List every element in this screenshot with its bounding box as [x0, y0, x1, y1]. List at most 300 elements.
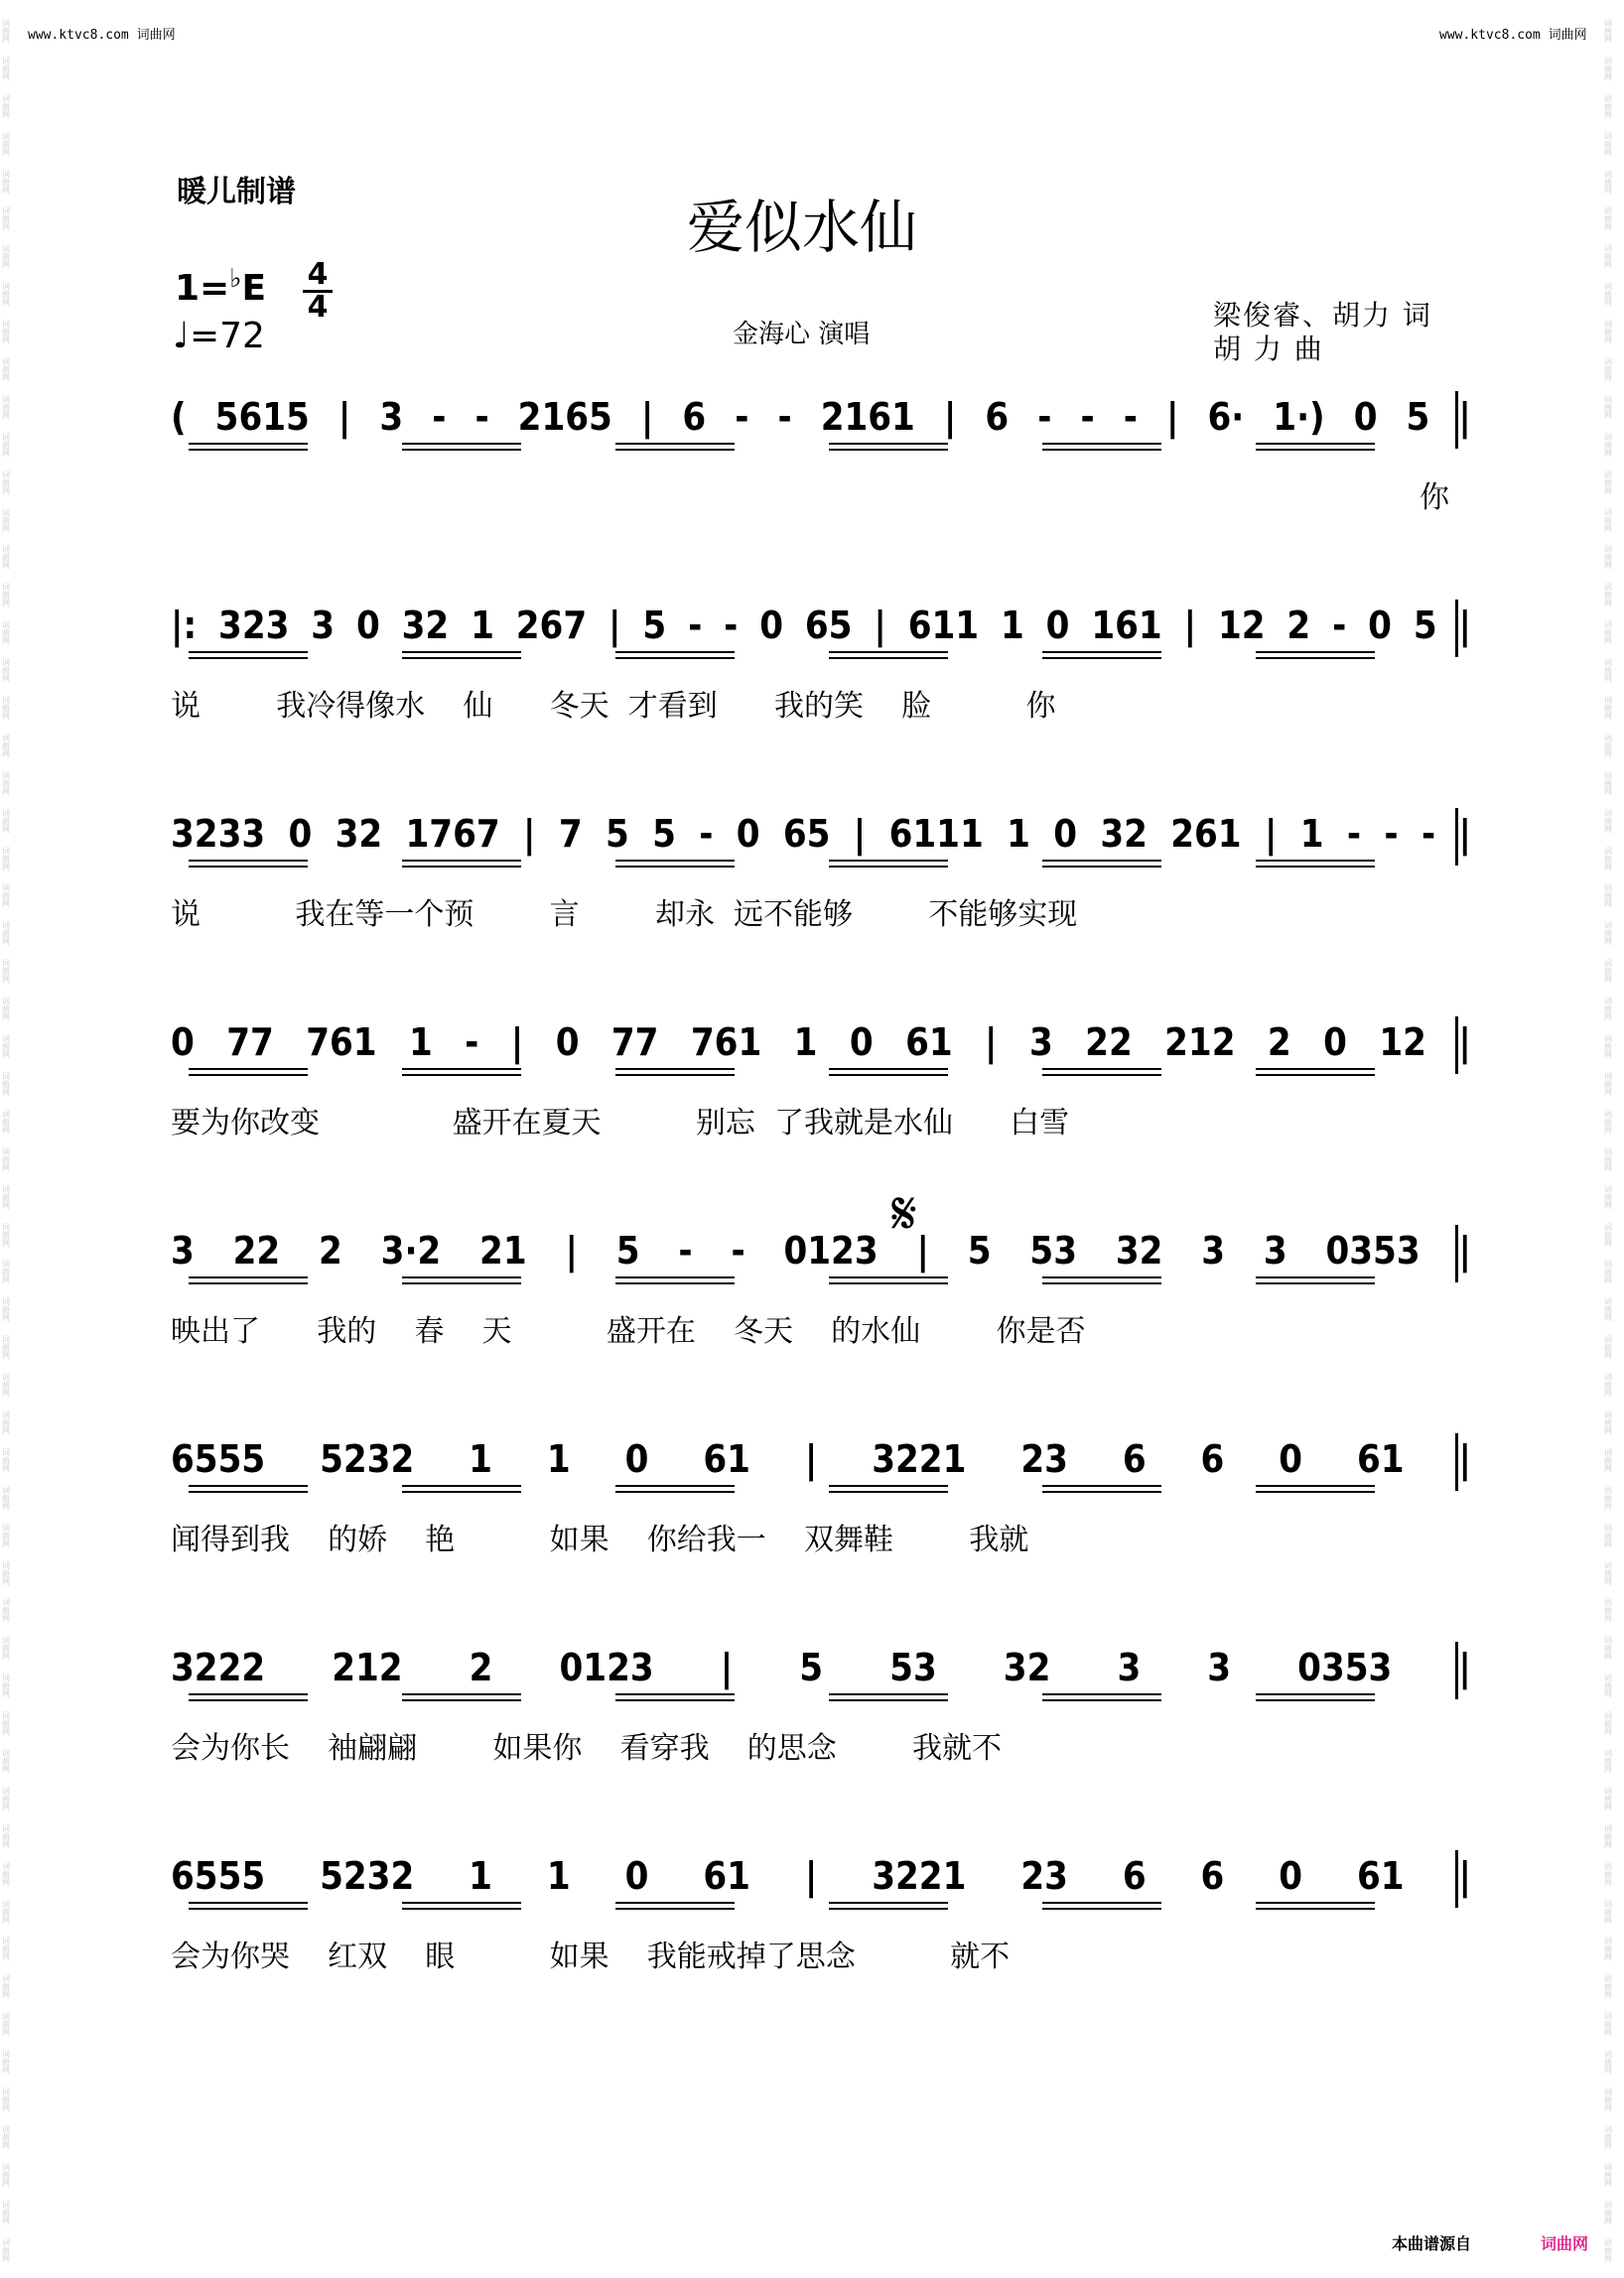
- note-token: |: [853, 812, 867, 856]
- note-token: 5615: [214, 395, 310, 439]
- note-token: -: [432, 395, 447, 439]
- beam-line: [189, 1699, 308, 1701]
- key-signature: 1=♭E: [175, 264, 267, 309]
- note-token: |: [1458, 1020, 1471, 1064]
- side-watermark-glyph: 词曲网: [2, 131, 10, 157]
- note-token: 3221: [872, 1854, 967, 1898]
- note-token: |: [1458, 1646, 1471, 1689]
- side-watermark-glyph: 词曲网: [2, 846, 10, 871]
- beam-line: [1042, 651, 1161, 653]
- note-token: 3233: [171, 812, 266, 856]
- side-watermark-glyph: 词曲网: [2, 206, 10, 232]
- side-watermark-glyph: 词曲网: [2, 1786, 10, 1811]
- beam-line: [829, 1074, 948, 1076]
- beam-line: [1042, 1693, 1161, 1695]
- note-token: -: [1123, 395, 1138, 439]
- side-watermark-glyph: 词曲网: [1604, 432, 1612, 458]
- side-watermark-glyph: 词曲网: [2, 169, 10, 195]
- beam-line: [1042, 1282, 1161, 1284]
- jianpu-notes: [171, 1229, 1471, 1273]
- side-watermark-glyph: 词曲网: [2, 2200, 10, 2225]
- note-token: 2165: [517, 395, 612, 439]
- lyric-line: [171, 1723, 1471, 1766]
- side-watermark-glyph: 词曲网: [1604, 1447, 1612, 1473]
- beam-line: [1256, 1693, 1375, 1695]
- beam-line: [615, 1074, 735, 1076]
- barline: [1455, 1850, 1458, 1908]
- side-watermark-glyph: 词曲网: [2, 1222, 10, 1248]
- barline: [1455, 1225, 1458, 1282]
- side-watermark-glyph: 词曲网: [2, 2237, 10, 2263]
- side-watermark-glyph: 词曲网: [1604, 19, 1612, 44]
- side-watermark-glyph: 词曲网: [1604, 1786, 1612, 1811]
- note-token: -: [1421, 812, 1436, 856]
- beam-line: [189, 866, 308, 868]
- note-token: 2: [1286, 603, 1311, 647]
- beam-line: [615, 443, 735, 445]
- note-token: 6: [1200, 1854, 1225, 1898]
- side-watermark-glyph: 词曲网: [1604, 1598, 1612, 1624]
- beam-line: [1042, 1276, 1161, 1278]
- beam-line: [1256, 1282, 1375, 1284]
- lyrics-text: 说 我冷得像水 仙 冬天 才看到 我的笑 脸 你: [171, 689, 1056, 724]
- note-token: |: [1458, 812, 1471, 856]
- beam-line: [402, 449, 521, 451]
- note-token: |: [804, 1437, 818, 1481]
- note-token: |: [609, 603, 621, 647]
- beam-line: [1256, 1902, 1375, 1904]
- beam-line: [615, 860, 735, 862]
- notation-line: [171, 395, 1471, 445]
- beam-line: [189, 1908, 308, 1910]
- note-token: -: [777, 395, 792, 439]
- note-token: 0: [1045, 603, 1070, 647]
- side-watermark-glyph: 词曲网: [2, 1485, 10, 1511]
- beam-line: [189, 657, 308, 659]
- jianpu-notes: [171, 812, 1471, 856]
- note-token: |: [720, 1646, 734, 1689]
- note-token: -: [1080, 395, 1095, 439]
- note-token: 61: [905, 1020, 953, 1064]
- beam-line: [1256, 651, 1375, 653]
- side-watermark-glyph: 词曲网: [2, 921, 10, 947]
- side-watermark-glyph: 词曲网: [2, 469, 10, 495]
- beam-line: [615, 1276, 735, 1278]
- note-token: 12: [1379, 1020, 1426, 1064]
- beam-line: [1256, 657, 1375, 659]
- side-watermark-glyph: 词曲网: [1604, 733, 1612, 758]
- beam-line: [402, 1068, 521, 1070]
- beam-line: [829, 443, 948, 445]
- arranger-credit: 暖儿制谱: [177, 175, 296, 209]
- beam-line: [402, 1276, 521, 1278]
- beam-line: [189, 1491, 308, 1493]
- jianpu-notes: [171, 395, 1471, 439]
- note-token: 32: [335, 812, 383, 856]
- beam-line: [402, 1485, 521, 1487]
- beam-line: [402, 1074, 521, 1076]
- note-token: 32: [1003, 1646, 1051, 1689]
- note-token: |:: [171, 603, 198, 647]
- page-title: 爱似水仙: [687, 194, 918, 261]
- side-watermark-glyph: 词曲网: [2, 357, 10, 383]
- note-token: 3: [1117, 1646, 1142, 1689]
- beam-line: [189, 1693, 308, 1695]
- note-token: -: [1346, 812, 1362, 856]
- note-token: -: [474, 395, 489, 439]
- side-watermark-glyph: 词曲网: [2, 959, 10, 985]
- note-token: |: [1458, 1854, 1471, 1898]
- side-watermark-glyph: 词曲网: [1604, 2200, 1612, 2225]
- beam-line: [189, 443, 308, 445]
- lyric-line: [171, 681, 1471, 724]
- note-token: 212: [332, 1646, 403, 1689]
- note-token: 5: [605, 812, 629, 856]
- note-token: 761: [306, 1020, 377, 1064]
- side-watermark-glyph: 词曲网: [2, 320, 10, 345]
- note-token: 61: [703, 1437, 750, 1481]
- note-token: 1: [793, 1020, 818, 1064]
- note-token: 77: [226, 1020, 274, 1064]
- beam-line: [615, 1282, 735, 1284]
- note-token: |: [338, 395, 351, 439]
- note-token: 3222: [171, 1646, 266, 1689]
- note-token: |: [1165, 395, 1179, 439]
- note-token: 0: [1279, 1854, 1303, 1898]
- note-token: 1: [1007, 812, 1030, 856]
- note-token: 3: [1201, 1229, 1226, 1273]
- note-token: 0: [1323, 1020, 1347, 1064]
- note-token: |: [565, 1229, 578, 1273]
- note-token: 1: [546, 1854, 571, 1898]
- note-token: 1: [546, 1437, 571, 1481]
- beam-line: [189, 1074, 308, 1076]
- beam-line: [615, 657, 735, 659]
- beam-line: [189, 449, 308, 451]
- side-watermark-glyph: 词曲网: [1604, 1184, 1612, 1210]
- side-watermark-glyph: 词曲网: [1604, 320, 1612, 345]
- side-watermark-glyph: 词曲网: [1604, 244, 1612, 270]
- note-token: 1·): [1273, 395, 1325, 439]
- note-token: 32: [1100, 812, 1148, 856]
- note-token: 3: [1263, 1229, 1287, 1273]
- side-watermark-glyph: 词曲网: [1604, 1409, 1612, 1435]
- note-token: 6: [1122, 1854, 1147, 1898]
- side-watermark-glyph: 词曲网: [2, 1034, 10, 1060]
- beam-line: [1042, 866, 1161, 868]
- note-token: 1: [469, 1854, 492, 1898]
- beam-line: [1042, 1902, 1161, 1904]
- beam-line: [829, 1485, 948, 1487]
- beam-line: [1042, 1485, 1161, 1487]
- side-watermark-glyph: 词曲网: [2, 733, 10, 758]
- side-watermark-glyph: 词曲网: [1604, 2237, 1612, 2263]
- beam-line: [1256, 449, 1375, 451]
- beam-line: [615, 1908, 735, 1910]
- side-watermark-glyph: 词曲网: [2, 282, 10, 308]
- side-watermark-glyph: 词曲网: [1604, 883, 1612, 909]
- side-watermark-glyph: 词曲网: [2, 2050, 10, 2076]
- barline: [1455, 1642, 1458, 1699]
- side-watermark-glyph: 词曲网: [1604, 131, 1612, 157]
- note-token: 0353: [1325, 1229, 1421, 1273]
- side-watermark-glyph: 词曲网: [1604, 1146, 1612, 1172]
- note-token: 0: [624, 1854, 649, 1898]
- barline: [1455, 1016, 1458, 1074]
- side-watermark-glyph: 词曲网: [2, 56, 10, 81]
- side-watermark-glyph: 词曲网: [1604, 394, 1612, 420]
- side-watermark-glyph: 词曲网: [2, 545, 10, 571]
- side-watermark-glyph: 词曲网: [2, 658, 10, 684]
- note-token: 61: [1356, 1437, 1405, 1481]
- note-token: 6555: [171, 1437, 266, 1481]
- note-token: 6555: [171, 1854, 266, 1898]
- note-token: -: [688, 603, 703, 647]
- side-watermark-glyph: 词曲网: [2, 770, 10, 796]
- side-watermark-glyph: 词曲网: [2, 1184, 10, 1210]
- side-watermark-glyph: 词曲网: [2, 2124, 10, 2150]
- note-token: -: [731, 1229, 745, 1273]
- side-watermark-glyph: 词曲网: [1604, 2086, 1612, 2112]
- note-token: 0: [1053, 812, 1077, 856]
- notation-line: [171, 812, 1471, 862]
- side-watermark-glyph: 词曲网: [2, 1974, 10, 2000]
- note-token: 1: [1000, 603, 1024, 647]
- note-token: 2: [1267, 1020, 1291, 1064]
- note-token: -: [699, 812, 714, 856]
- side-watermark-glyph: 词曲网: [1604, 1674, 1612, 1699]
- beam-line: [189, 860, 308, 862]
- side-watermark-right: [1604, 20, 1616, 2263]
- lyric-line: [171, 1306, 1471, 1349]
- lyrics-text: 会为你哭 红双 眼 如果 我能戒掉了思念 就不: [171, 1940, 1011, 1974]
- side-watermark-glyph: 词曲网: [2, 1711, 10, 1737]
- side-watermark-glyph: 词曲网: [2, 1071, 10, 1097]
- note-token: 0123: [559, 1646, 654, 1689]
- note-token: 0: [759, 603, 784, 647]
- side-watermark-glyph: 词曲网: [1604, 770, 1612, 796]
- beam-line: [402, 1282, 521, 1284]
- barline: [1455, 600, 1458, 657]
- beam-line: [829, 866, 948, 868]
- side-watermark-glyph: 词曲网: [1604, 808, 1612, 834]
- side-watermark-glyph: 词曲网: [2, 2162, 10, 2188]
- note-token: |: [985, 1020, 998, 1064]
- note-token: 23: [1020, 1437, 1068, 1481]
- beam-line: [615, 1485, 735, 1487]
- beam-line: [615, 1699, 735, 1701]
- side-watermark-glyph: 词曲网: [2, 583, 10, 608]
- beam-line: [402, 1699, 521, 1701]
- segno-sign: 𝄋: [891, 1179, 917, 1249]
- side-watermark-left: [2, 20, 14, 2263]
- note-token: (: [171, 395, 187, 439]
- notation-line: [171, 1854, 1471, 1904]
- barline: [1455, 391, 1458, 449]
- side-watermark-glyph: 词曲网: [1604, 1823, 1612, 1849]
- note-token: |: [1183, 603, 1197, 647]
- site-url-left: www.ktvc8.com 词曲网: [28, 28, 176, 43]
- note-token: 32: [1115, 1229, 1163, 1273]
- note-token: 5: [967, 1229, 992, 1273]
- side-watermark-glyph: 词曲网: [1604, 206, 1612, 232]
- note-token: 1767: [405, 812, 500, 856]
- side-watermark-glyph: 词曲网: [2, 1109, 10, 1135]
- note-token: -: [678, 1229, 693, 1273]
- beam-line: [615, 1693, 735, 1695]
- note-token: 3: [1028, 1020, 1053, 1064]
- beam-line: [1042, 1908, 1161, 1910]
- side-watermark-glyph: 词曲网: [2, 1447, 10, 1473]
- side-watermark-glyph: 词曲网: [1604, 1109, 1612, 1135]
- notation-line: [171, 603, 1471, 653]
- note-token: 0: [849, 1020, 874, 1064]
- quarter-note-icon: ♩: [173, 316, 190, 356]
- note-token: 5: [642, 603, 667, 647]
- side-watermark-glyph: 词曲网: [1604, 507, 1612, 533]
- side-watermark-glyph: 词曲网: [2, 1146, 10, 1172]
- beam-line: [615, 1068, 735, 1070]
- side-watermark-glyph: 词曲网: [2, 1523, 10, 1548]
- note-token: 0: [171, 1020, 195, 1064]
- lyrics-text: 说 我在等一个预 言 却永 远不能够 不能够实现: [171, 897, 1078, 932]
- side-watermark-glyph: 词曲网: [1604, 1560, 1612, 1586]
- side-watermark-glyph: 词曲网: [2, 19, 10, 44]
- time-signature: 4 4: [303, 260, 333, 323]
- note-token: 0: [624, 1437, 649, 1481]
- beam-line: [829, 449, 948, 451]
- side-watermark-glyph: 词曲网: [1604, 1937, 1612, 1962]
- note-token: 1: [408, 1020, 433, 1064]
- beam-line: [1042, 860, 1161, 862]
- note-token: 12: [1217, 603, 1266, 647]
- note-token: 22: [232, 1229, 281, 1273]
- note-token: |: [640, 395, 654, 439]
- note-token: |: [1458, 1437, 1471, 1481]
- note-token: 6: [1122, 1437, 1147, 1481]
- beam-line: [402, 866, 521, 868]
- notation-line: [171, 1437, 1471, 1487]
- side-watermark-glyph: 词曲网: [1604, 169, 1612, 195]
- note-token: 53: [1029, 1229, 1077, 1273]
- note-token: 0: [1279, 1437, 1303, 1481]
- note-token: 5232: [320, 1437, 415, 1481]
- side-watermark-glyph: 词曲网: [1604, 1222, 1612, 1248]
- side-watermark-glyph: 词曲网: [2, 1409, 10, 1435]
- note-token: -: [724, 603, 739, 647]
- note-token: 5: [1406, 395, 1430, 439]
- side-watermark-glyph: 词曲网: [2, 997, 10, 1022]
- note-token: 3·2: [380, 1229, 442, 1273]
- note-token: -: [1384, 812, 1399, 856]
- side-watermark-glyph: 词曲网: [1604, 357, 1612, 383]
- note-token: 2: [469, 1646, 493, 1689]
- beam-line: [1256, 1491, 1375, 1493]
- note-token: 261: [1170, 812, 1242, 856]
- barline: [1455, 1433, 1458, 1491]
- note-token: 323: [218, 603, 290, 647]
- side-watermark-glyph: 词曲网: [2, 883, 10, 909]
- side-watermark-glyph: 词曲网: [1604, 1335, 1612, 1361]
- side-watermark-glyph: 词曲网: [2, 394, 10, 420]
- beam-line: [829, 860, 948, 862]
- side-watermark-glyph: 词曲网: [2, 1598, 10, 1624]
- side-watermark-glyph: 词曲网: [1604, 1523, 1612, 1548]
- note-token: 22: [1085, 1020, 1133, 1064]
- side-watermark-glyph: 词曲网: [1604, 2124, 1612, 2150]
- note-token: 6: [682, 395, 707, 439]
- side-watermark-glyph: 词曲网: [2, 507, 10, 533]
- note-token: 0: [736, 812, 760, 856]
- beam-line: [615, 866, 735, 868]
- barline: [1455, 808, 1458, 866]
- side-watermark-glyph: 词曲网: [1604, 1711, 1612, 1737]
- note-token: 6111: [888, 812, 984, 856]
- note-token: 0: [1353, 395, 1378, 439]
- beam-line: [615, 1902, 735, 1904]
- note-token: 61: [1356, 1854, 1405, 1898]
- beam-line: [615, 449, 735, 451]
- side-watermark-glyph: 词曲网: [2, 1297, 10, 1323]
- notation-line: [171, 1020, 1471, 1070]
- note-token: 5: [799, 1646, 824, 1689]
- note-token: |: [523, 812, 536, 856]
- note-token: 0: [288, 812, 313, 856]
- note-token: 3: [379, 395, 404, 439]
- beam-line: [829, 1068, 948, 1070]
- beam-line: [402, 1693, 521, 1695]
- note-token: -: [465, 1020, 479, 1064]
- lyric-line: [171, 1932, 1471, 1974]
- note-token: 7: [558, 812, 583, 856]
- side-watermark-glyph: 词曲网: [2, 1748, 10, 1774]
- beam-line: [189, 1276, 308, 1278]
- note-token: 0: [1368, 603, 1392, 647]
- beam-line: [1042, 449, 1161, 451]
- side-watermark-glyph: 词曲网: [1604, 1974, 1612, 2000]
- singer-credit: 金海心 演唱: [733, 320, 871, 349]
- note-token: 3: [311, 603, 336, 647]
- note-token: -: [1037, 395, 1052, 439]
- side-watermark-glyph: 词曲网: [1604, 2050, 1612, 2076]
- lyric-line: [171, 1515, 1471, 1557]
- beam-line: [189, 651, 308, 653]
- note-token: 6: [985, 395, 1010, 439]
- side-watermark-glyph: 词曲网: [2, 432, 10, 458]
- side-watermark-glyph: 词曲网: [1604, 1260, 1612, 1285]
- side-watermark-glyph: 词曲网: [1604, 1636, 1612, 1662]
- side-watermark-glyph: 词曲网: [1604, 1861, 1612, 1887]
- note-token: |: [804, 1854, 818, 1898]
- beam-line: [829, 1908, 948, 1910]
- lyricist-credit: 梁俊睿、胡力 词: [1213, 299, 1432, 332]
- side-watermark-glyph: 词曲网: [2, 93, 10, 119]
- note-token: |: [874, 603, 886, 647]
- note-token: 2161: [820, 395, 915, 439]
- side-watermark-glyph: 词曲网: [1604, 545, 1612, 571]
- note-token: 1: [469, 1437, 492, 1481]
- side-watermark-glyph: 词曲网: [2, 2012, 10, 2038]
- side-watermark-glyph: 词曲网: [1604, 959, 1612, 985]
- note-token: |: [916, 1229, 929, 1273]
- note-token: 77: [610, 1020, 659, 1064]
- lyrics-text: 映出了 我的 春 天 盛开在 冬天 的水仙 你是否: [171, 1314, 1086, 1349]
- side-watermark-glyph: 词曲网: [1604, 1297, 1612, 1323]
- note-token: 611: [907, 603, 980, 647]
- side-watermark-glyph: 词曲网: [1604, 1071, 1612, 1097]
- note-token: |: [1264, 812, 1278, 856]
- beam-line: [402, 657, 521, 659]
